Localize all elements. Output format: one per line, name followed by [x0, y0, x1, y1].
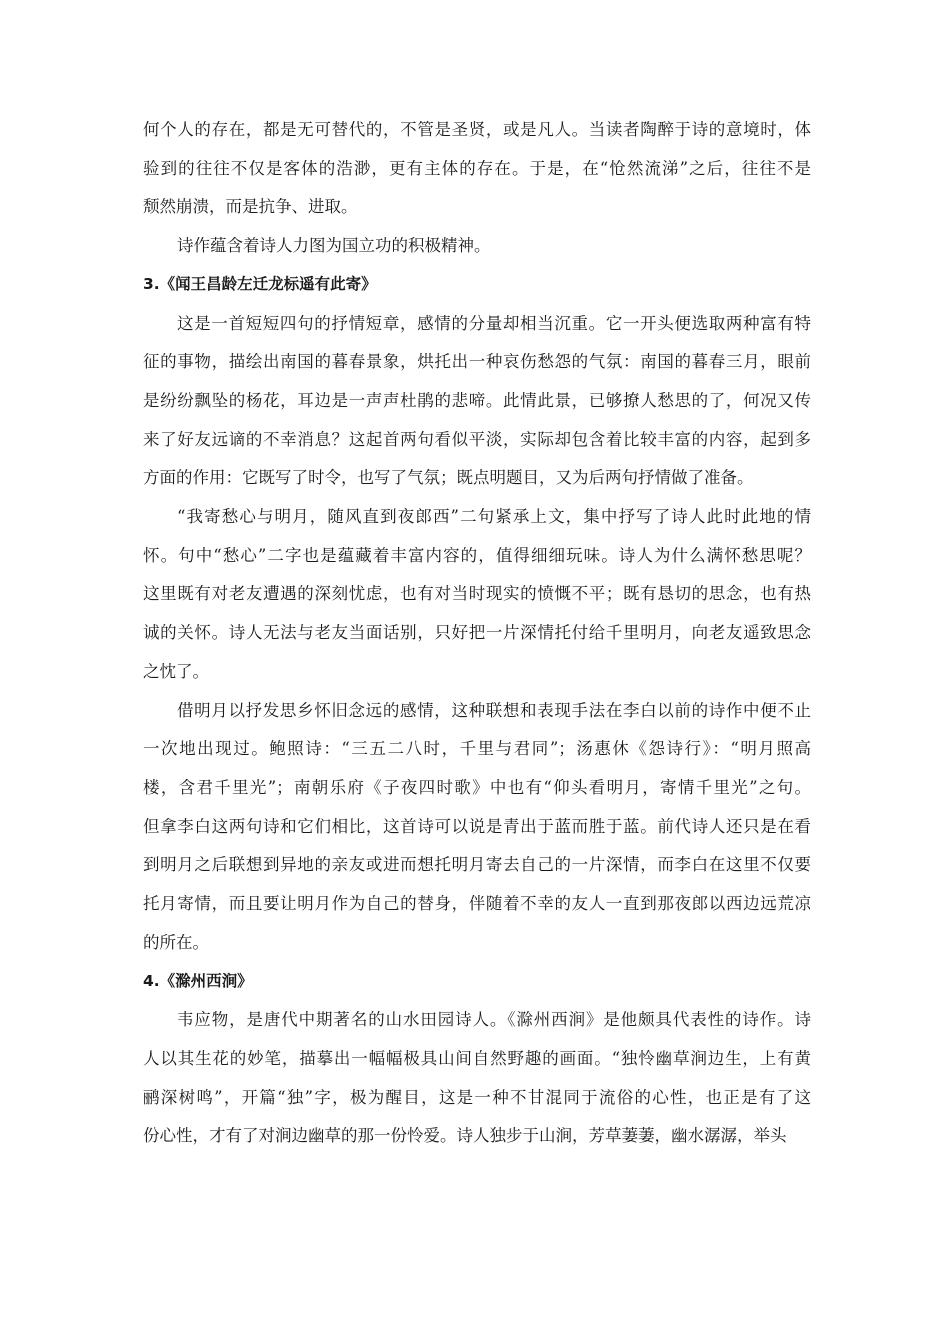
- paragraph-line: 韦应物，是唐代中期著名的山水田园诗人。《滁州西涧》是他颇具代表性的诗作。诗: [177, 1010, 811, 1030]
- paragraph-line: 鹂深树鸣”，开篇“独”字，极为醒目，这是一种不甘混同于流俗的心性，也正是有了这: [143, 1087, 811, 1107]
- paragraph-line: 诗作蕴含着诗人力图为国立功的积极精神。: [177, 236, 491, 256]
- paragraph-line: 这是一首短短四句的抒情短章，感情的分量却相当沉重。它一开头便选取两种富有特: [177, 313, 811, 333]
- paragraph-line: 怀。句中“愁心”二字也是蕴藏着丰富内容的，值得细细玩味。诗人为什么满怀愁思呢？: [143, 545, 811, 565]
- paragraph-line: 征的事物，描绘出南国的暮春景象，烘托出一种哀伤愁怨的气氛：南国的暮春三月，眼前: [143, 352, 811, 372]
- section-heading: 3.《闻王昌龄左迁龙标遥有此寄》: [143, 275, 377, 294]
- paragraph-line: 之忱了。: [143, 661, 209, 681]
- paragraph-line: 诚的关怀。诗人无法与老友当面话别，只好把一片深情托付给千里明月，向老友遥致思念: [143, 623, 811, 643]
- paragraph-line: 来了好友远谪的不幸消息？这起首两句看似平淡，实际却包含着比较丰富的内容，起到多: [143, 429, 811, 449]
- paragraph-line: 何个人的存在，都是无可替代的，不管是圣贤，或是凡人。当读者陶醉于诗的意境时，体: [143, 120, 811, 139]
- paragraph-line: 验到的往往不仅是客体的浩渺，更有主体的存在。于是，在“怆然流涕”之后，往往不是: [143, 158, 811, 178]
- paragraph-line: 但拿李白这两句诗和它们相比，这首诗可以说是青出于蓝而胜于蓝。前代诗人还只是在看: [143, 816, 811, 836]
- paragraph-line: 这里既有对老友遭遇的深刻忧虑，也有对当时现实的愤慨不平；既有恳切的思念，也有热: [143, 584, 811, 604]
- paragraph-line: 方面的作用：它既写了时令，也写了气氛；既点明题目，又为后两句抒情做了准备。: [143, 468, 754, 488]
- paragraph-line: 楼，含君千里光”；南朝乐府《子夜四时歌》中也有“仰头看明月，寄情千里光”之句。: [143, 777, 811, 797]
- paragraph-line: 的所在。: [143, 932, 209, 952]
- paragraph-line: 一次地出现过。鲍照诗：“三五二八时，千里与君同”；汤惠休《怨诗行》：“明月照高: [143, 739, 811, 759]
- paragraph-line: 份心性，才有了对涧边幽草的那一份怜爱。诗人独步于山涧，芳草萋萋，幽水潺潺，举头: [143, 1126, 787, 1146]
- paragraph-line: “我寄愁心与明月，随风直到夜郎西”二句紧承上文，集中抒写了诗人此时此地的情: [177, 507, 811, 526]
- paragraph-line: 是纷纷飘坠的杨花，耳边是一声声杜鹃的悲啼。此情此景，已够撩人愁思的了，何况又传: [143, 390, 811, 410]
- paragraph-line: 借明月以抒发思乡怀旧念远的感情，这种联想和表现手法在李白以前的诗作中便不止: [177, 700, 811, 720]
- paragraph-line: 到明月之后联想到异地的亲友或进而想托明月寄去自己的一片深情，而李白在这里不仅要: [143, 855, 811, 875]
- paragraph-line: 人以其生花的妙笔，描摹出一幅幅极具山间自然野趣的画面。“独怜幽草涧边生，上有黄: [143, 1048, 811, 1068]
- paragraph-line: 托月寄情，而且要让明月作为自己的替身，伴随着不幸的友人一直到那夜郎以西边远荒凉: [143, 894, 811, 913]
- paragraph-line: 颓然崩溃，而是抗争、进取。: [143, 197, 358, 217]
- section-heading: 4.《滁州西涧》: [143, 971, 253, 990]
